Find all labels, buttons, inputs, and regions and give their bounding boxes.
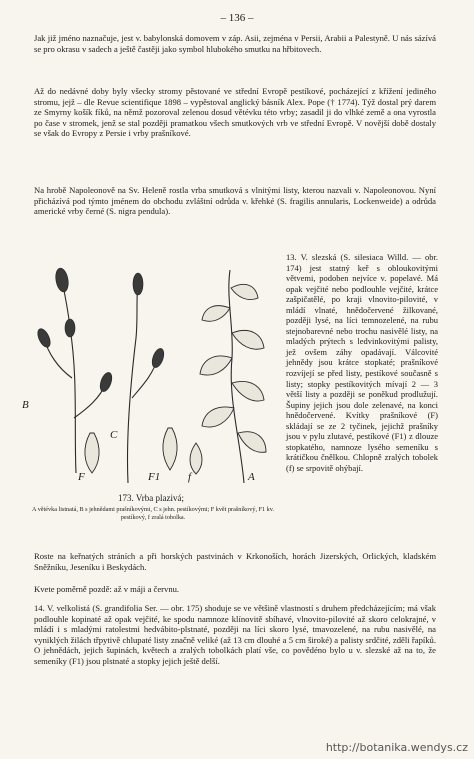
paragraph-large-leaved-willow: 14. V. velkolistá (S. grandifolia Ser. — obr. 175) shoduje se ve většině vlastností s druhem předcházejícím; má však podlouhle kopinaté až opak vejčité, ke spodu namnoze klínovitě sbíhavé, vlnovito-pilovité až skoro celokrajné, v mládí i s mladými ratolestmi hedvábito-plstnaté, později na líci skoro lysé, tmavozelené, na rubu nasivělé, na vyniklých žilách třpytivě chlupaté listy značně veliké (až 13 cm dlouhé a 5 cm široké) a palisty srdčité, zděli řapíků. O jehnědách, jejich šupinách, květech a zralých tobolkách platí vše, co povědéno bylo u v. slezské až na to, že semeníky (F1) jsou plstnaté a stopky jejich ještě delší. bbox=[34, 603, 436, 666]
label-a: A bbox=[248, 471, 255, 483]
paragraph-habitat: Roste na keřnatých stráních a při horských pastvinách v Krkonoších, horách Jizerských, Orlických, kladském Sněžníku, Jeseníku i Beskydách. bbox=[34, 551, 436, 572]
paragraph-babylonian: Jak již jméno naznačuje, jest v. babylonská domovem v záp. Asii, zejména v Persii, Arabii a Palestyně. U nás sázívá se pro okrasu v sadech a ještě častěji jako symbol hlubokého smutku na hřbitovech. bbox=[34, 33, 436, 54]
paragraph-silesian-willow: 13. V. slezská (S. silesiaca Willd. — obr. 174) jest statný keř s obloukovitými větvemi, podoben nejvíce v. popelavé. Má opak vejčité nebo podlouhle vejčité, krátce zašpičatělé, po kraji vlnovito-pilovité, v mládí vlnaté, hnědočervené žilkované, později lysé, na líci temnozelené, na rubu stejnobarevné nebo trochu nasivělé listy, na mladých prýtech s ledvinkovitými palisty, jež ovšem záhy opadávají. Válcovité jehnědy jsou krátce stopkaté; prašníkové rozvíjejí se před listy, pestíkové současně s listy; stopky pestíkovitých mívají 2 — 3 větší listy a později se poněkud prodlužují. Šupiny jejich jsou dole zelenavé, na konci hnědočervené. Kvítky prašníkové (F) skládají se ze 2 tyčinek, jejichž prašníky jsou v pylu zlutavé, pestíkové (F1) z dlouze stopkatého, namnoze lysého semeníku s krátičkou čnělkou. Chlopně zralých tobolek (f) se srpovitě ohýbají. bbox=[286, 252, 438, 473]
paragraph-napoleon: Na hrobě Napoleonově na Sv. Heleně rostla vrba smutková s vlnitými listy, kterou nazvali v. Napoleonovou. Nyní přicházívá pod týmto jménem do obchodu zvláštní odrůda v. křehké (S. fragilis annularis, Lockenweide) a odrůda americké vrby černé (S. nigra pendula). bbox=[34, 185, 436, 217]
paragraph-history: Až do nedávné doby byly všecky stromy pěstované ve střední Evropě pestíkové, pocházející z křížení jediného stromu, jejž – dle Revue scientifique 1898 – vypěstoval anglický básník Alex. Pope († 1774). Týž dostal prý darem ze Smyrny košík fíků, na němž pozoroval zelenou dosud větévku této vrby; zasadil ji do vlhké země a ona vyrostla po čase v stromek, jenž se stal později pramatkou všech smutkových vrb ve střední Evropě. V novější době dostaly se však do Evropy z Persie i vrby prašníkové. bbox=[34, 86, 436, 139]
label-f-small: f bbox=[188, 471, 192, 483]
page-number: – 136 – bbox=[220, 12, 254, 24]
label-b: B bbox=[22, 399, 29, 411]
label-f1: F1 bbox=[148, 471, 161, 483]
figure-caption-text: A větévka listnatá, B s jehnědami prašníkovými, C s jehn. pestíkovými; F květ prašníkový, F1 kv. pestíkový, f zralá tobolka. bbox=[32, 506, 274, 521]
label-c: C bbox=[110, 429, 118, 441]
watermark-url[interactable]: http://botanika.wendys.cz bbox=[325, 741, 468, 754]
plant-illustration bbox=[18, 258, 280, 486]
label-f: F bbox=[78, 471, 85, 483]
figure-caption-title: 173. Vrba plazivá; bbox=[117, 493, 185, 503]
paragraph-flowering: Kvete poměrně pozdě: až v máji a červnu. bbox=[34, 584, 180, 594]
